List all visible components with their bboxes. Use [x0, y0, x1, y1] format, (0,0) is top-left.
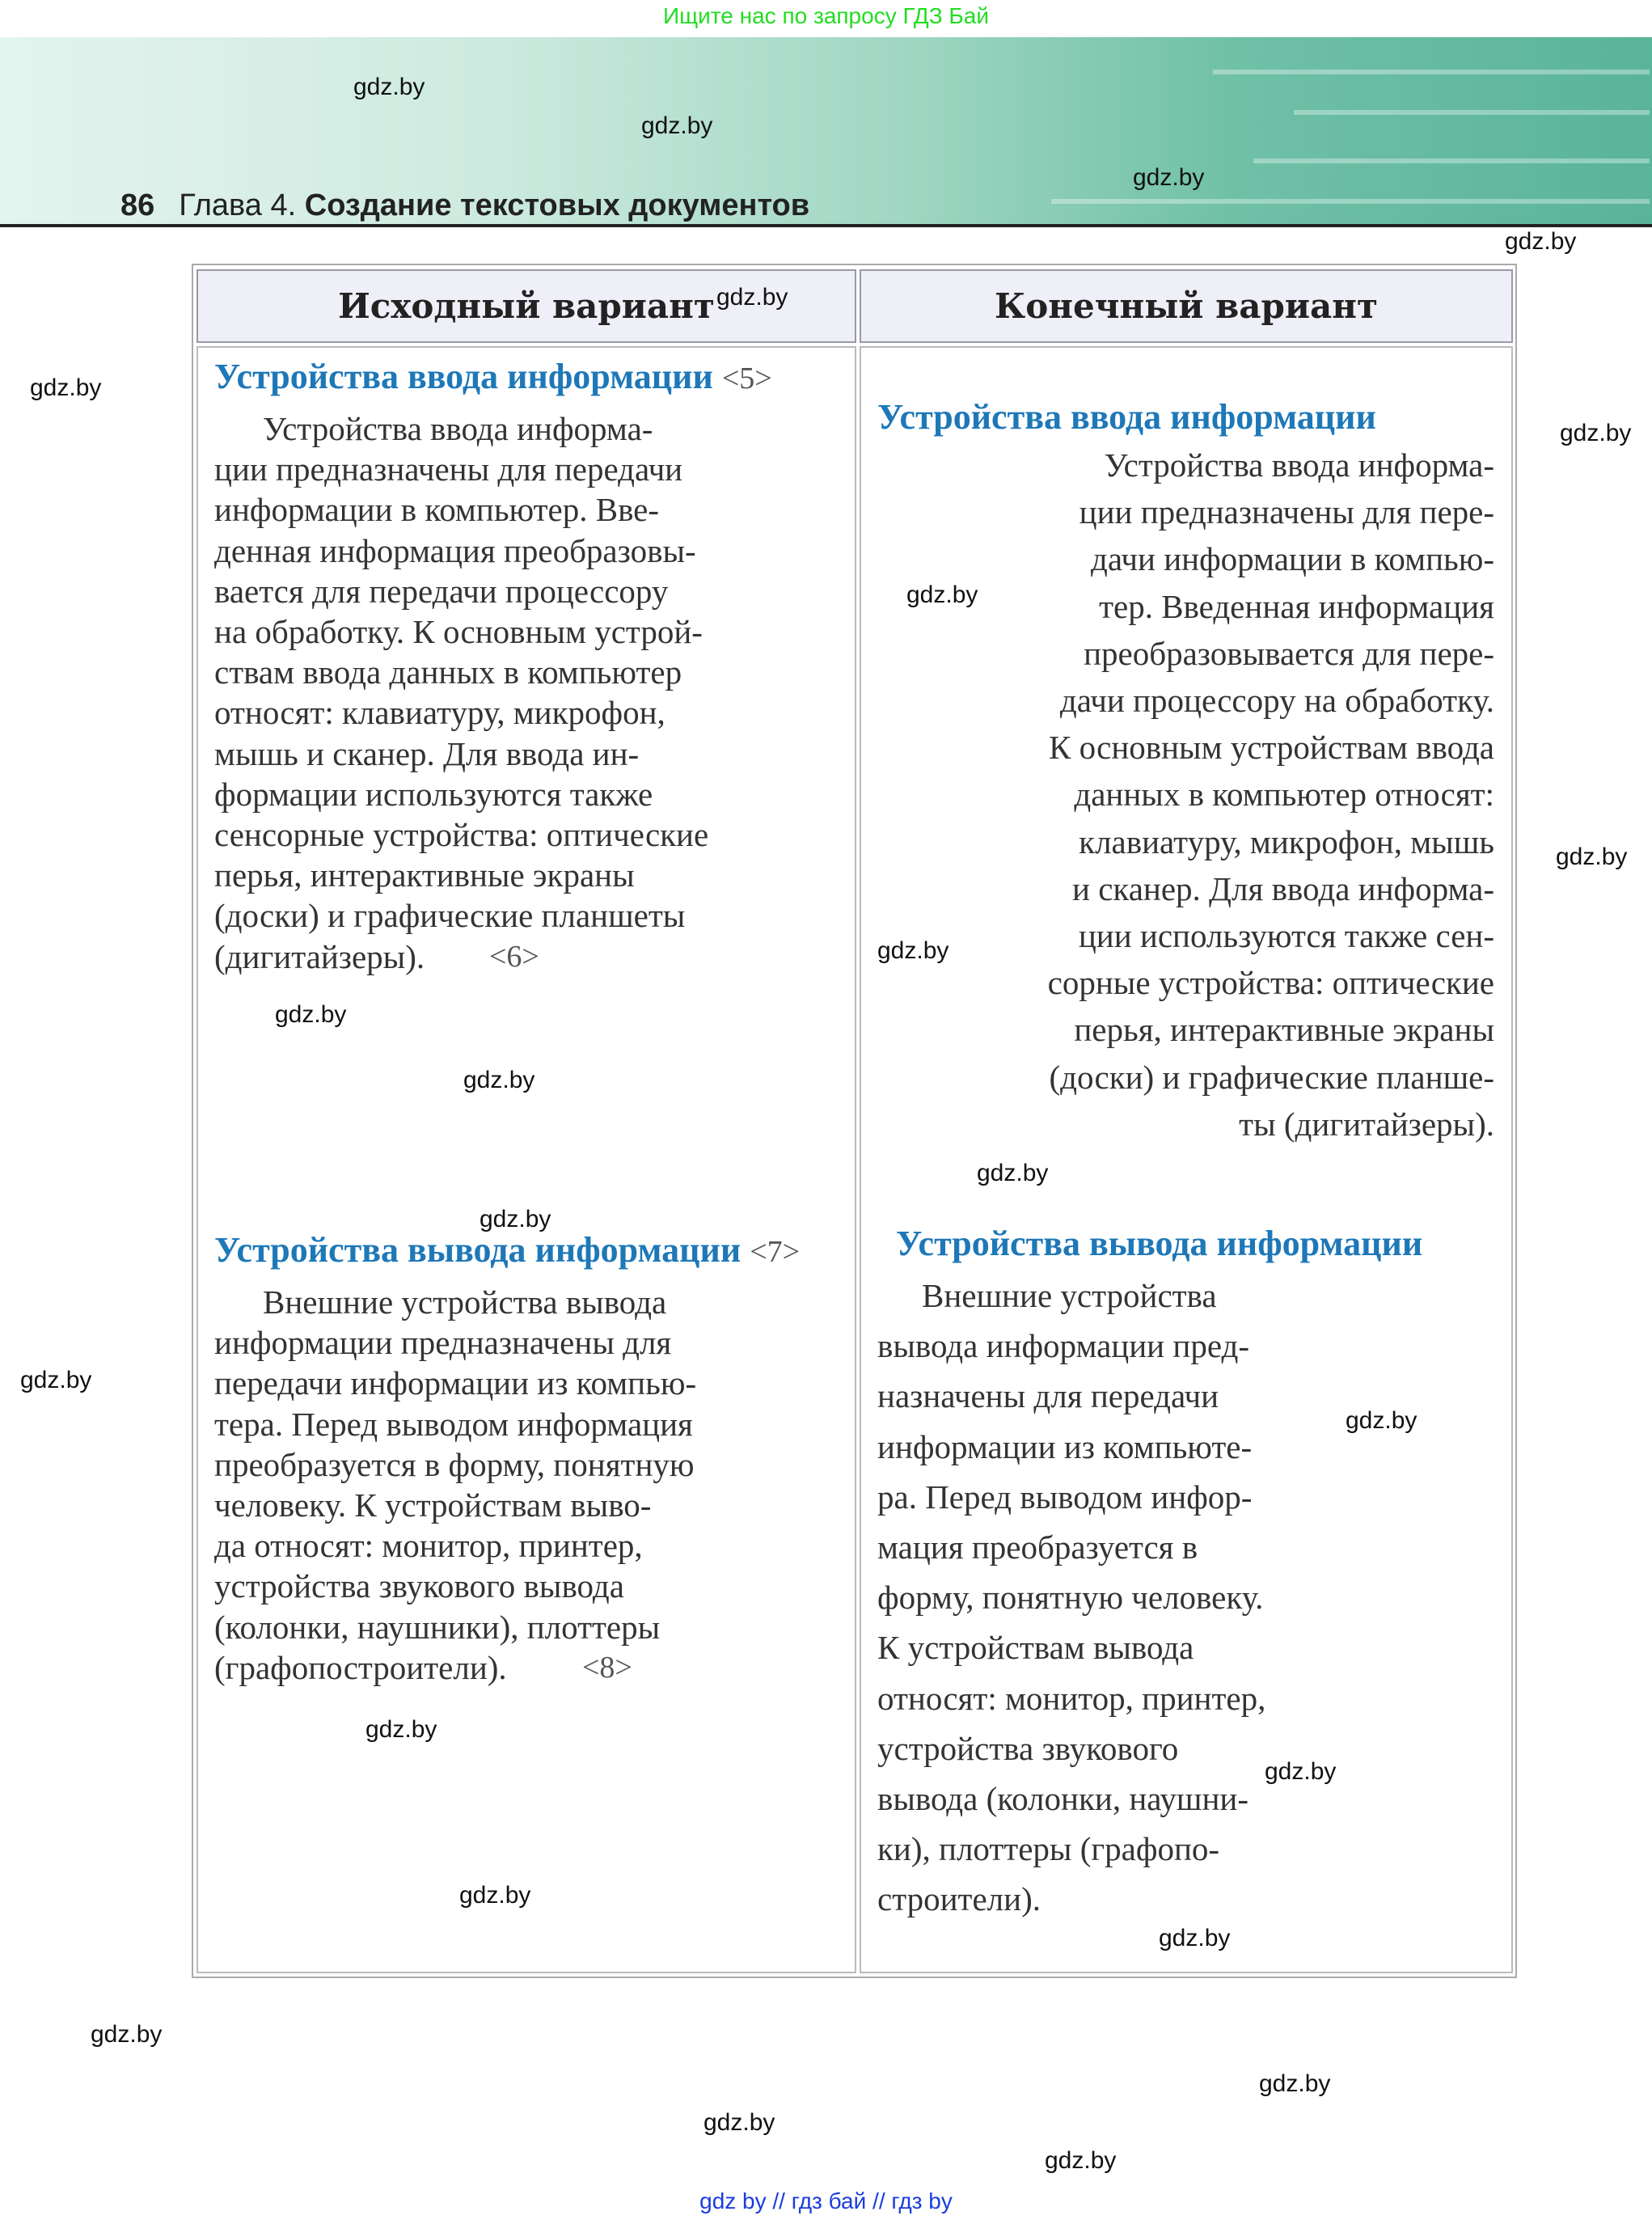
text-line: тер. Введенная информация [1099, 587, 1494, 625]
text-line: (доски) и графические планшеты [214, 897, 686, 935]
final-output-heading: Устройства вывода информации [896, 1224, 1423, 1263]
column-header-final: Конечный вариант [860, 269, 1513, 343]
text-line: Устройства ввода информа- [263, 410, 653, 447]
watermark: gdz.by [463, 1067, 535, 1093]
text-line: вывода (колонки, наушни- [877, 1780, 1249, 1817]
text-line: вывода информации пред- [877, 1327, 1249, 1365]
watermark: gdz.by [703, 2109, 775, 2136]
footer-links: gdz by // гдз бай // гдз by [699, 2188, 953, 2213]
chapter-label: Глава 4. [179, 188, 297, 222]
reference-marker: <5> [721, 362, 772, 395]
text-line: перья, интерактивные экраны [1074, 1011, 1494, 1049]
watermark: gdz.by [1265, 1758, 1337, 1785]
watermark: gdz.by [977, 1160, 1049, 1186]
text-line: (доски) и графические планше- [1049, 1058, 1494, 1096]
text-line: на обработку. К основным устрой- [214, 613, 703, 650]
text-line: передачи информации из компью- [214, 1364, 697, 1402]
text-line: Внешние устройства [922, 1277, 1217, 1314]
text-line: да относят: монитор, принтер, [214, 1527, 643, 1565]
column-header-original: Исходный вариант [196, 269, 856, 343]
text-line: сенсорные устройства: оптические [214, 816, 709, 853]
watermark: gdz.by [1045, 2147, 1117, 2174]
original-input-heading [214, 356, 772, 397]
watermark: gdz.by [906, 581, 978, 608]
chapter-header [120, 188, 809, 223]
text-line: информации предназначены для [214, 1324, 672, 1362]
text-line: дачи процессору на обработку. [1059, 682, 1494, 719]
text-line: назначены для передачи [877, 1377, 1219, 1415]
chapter-title: Создание текстовых документов [304, 188, 810, 222]
text-line: информации из компьюте- [877, 1427, 1253, 1465]
text-line: (дигитайзеры). [214, 937, 425, 975]
text-line: клавиатуру, микрофон, мышь [1079, 822, 1494, 860]
text-line: Устройства ввода информа- [1104, 446, 1494, 484]
reference-marker: <7> [750, 1235, 801, 1269]
text-line: ки), плоттеры (графопо- [877, 1830, 1220, 1868]
text-line: мышь и сканер. Для ввода ин- [214, 734, 640, 772]
text-line: строители). [877, 1880, 1041, 1918]
text-line: ции предназначены для пере- [1079, 493, 1494, 531]
text-line: тера. Перед выводом информация [214, 1405, 693, 1443]
text-line: формации используются также [214, 775, 653, 813]
watermark: gdz.by [30, 374, 102, 401]
text-line: относят: монитор, принтер, [877, 1679, 1266, 1717]
text-line: ты (дигитайзеры). [1239, 1105, 1494, 1143]
text-line: преобразовывается для пере- [1084, 634, 1494, 672]
text-line: Внешние устройства вывода [263, 1283, 667, 1321]
text-line: ра. Перед выводом инфор- [877, 1478, 1253, 1516]
watermark: gdz.by [1560, 420, 1632, 446]
page-number: 86 [120, 188, 155, 222]
text-line: сорные устройства: оптические [1047, 964, 1494, 1002]
text-line: ствам ввода данных в компьютер [214, 653, 682, 691]
text-line: ции предназначены для передачи [214, 450, 683, 488]
text-line: информации в компьютер. Вве- [214, 491, 660, 529]
watermark: gdz.by [641, 112, 713, 139]
reference-marker: <8> [582, 1650, 632, 1685]
text-line: преобразуется в форму, понятную [214, 1445, 695, 1483]
reference-marker: <6> [489, 939, 539, 974]
text-line: К основным устройствам ввода [1049, 729, 1494, 767]
watermark: gdz.by [1133, 164, 1205, 191]
watermark: gdz.by [1346, 1407, 1418, 1434]
text-line: вается для передачи процессору [214, 572, 669, 610]
heading-text: Устройства ввода информации [214, 357, 713, 396]
text-line: относят: клавиатуру, микрофон, [214, 694, 665, 732]
text-line: устройства звукового [877, 1729, 1179, 1767]
watermark: gdz.by [275, 1001, 347, 1028]
text-line: и сканер. Для ввода информа- [1072, 869, 1494, 907]
text-line: мация преобразуется в [877, 1528, 1198, 1566]
watermark: gdz.by [1159, 1925, 1231, 1951]
text-line: (колонки, наушники), плоттеры [214, 1608, 661, 1646]
watermark: gdz.by [1259, 2070, 1331, 2097]
watermark: gdz.by [480, 1206, 551, 1233]
watermark: gdz.by [353, 74, 425, 100]
original-output-heading [214, 1229, 800, 1271]
watermark: gdz.by [1556, 844, 1628, 870]
text-line: ции используются также сен- [1078, 917, 1494, 954]
watermark: gdz.by [877, 937, 949, 964]
text-line: дачи информации в компью- [1090, 540, 1494, 578]
text-line: денная информация преобразовы- [214, 531, 696, 569]
watermark: gdz.by [459, 1882, 531, 1909]
text-line: перья, интерактивные экраны [214, 856, 635, 894]
search-hint: Ищите нас по запросу ГДЗ Бай [662, 3, 990, 28]
watermark: gdz.by [1505, 228, 1577, 255]
text-line: устройства звукового вывода [214, 1567, 624, 1605]
final-input-heading: Устройства ввода информации [877, 397, 1376, 437]
text-line: человеку. К устройствам выво- [214, 1486, 652, 1524]
watermark: gdz.by [91, 2021, 163, 2048]
watermark: gdz.by [365, 1716, 437, 1743]
heading-text: Устройства вывода информации [214, 1230, 741, 1270]
text-line: К устройствам вывода [877, 1629, 1194, 1667]
watermark: gdz.by [20, 1367, 92, 1393]
text-line: данных в компьютер относят: [1074, 776, 1494, 814]
watermark: gdz.by [716, 284, 788, 311]
chapter-banner [0, 37, 1652, 227]
text-line: форму, понятную человеку. [877, 1579, 1264, 1617]
text-line: (графопостроители). [214, 1648, 507, 1686]
